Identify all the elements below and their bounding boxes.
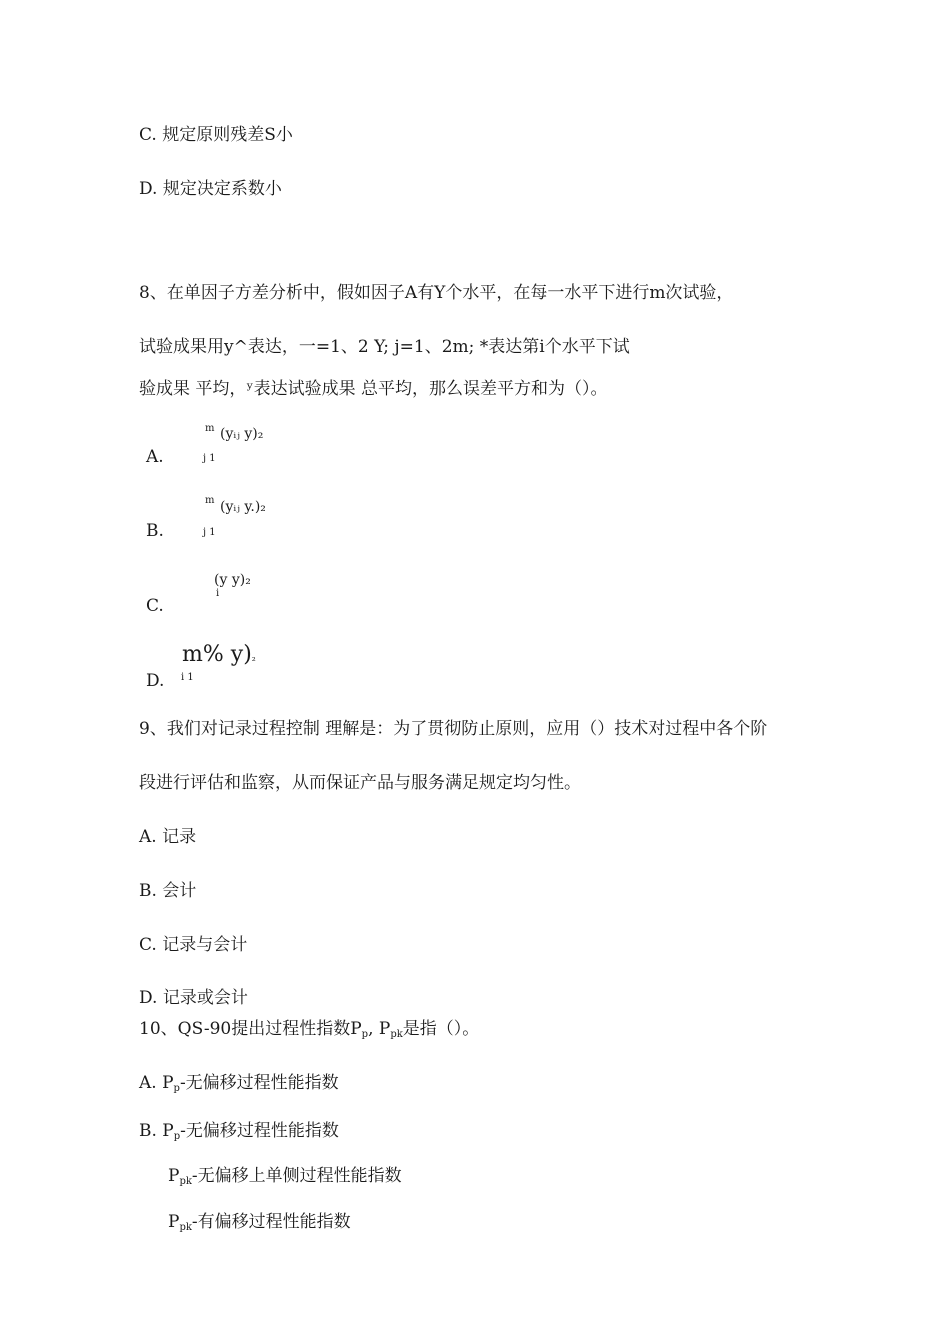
q8-option-a-sub: j 1	[203, 453, 216, 464]
q9-option-a: A. 记录	[139, 827, 197, 847]
q10-option-b-line2: $P_{pk}-$无偏移上单侧过程性能指数	[168, 1166, 402, 1187]
q10-option-b: B. $P_p-$无偏移过程性能指数	[139, 1121, 339, 1142]
q9-option-b: B. 会计	[139, 881, 197, 901]
q9-option-d: D. 记录或会计	[139, 988, 248, 1008]
q9-option-c: C. 记录与会计	[139, 935, 248, 955]
q8-option-d-label: D.	[146, 671, 165, 691]
q8-option-a-label: A.	[146, 447, 164, 467]
q10-option-a: A. $P_p-$无偏移过程性能指数	[139, 1073, 339, 1094]
q8-option-d-sub: i 1	[181, 672, 194, 683]
q7-option-c: C. 规定原则残差S小	[139, 125, 293, 145]
q8-option-c-label: C.	[146, 596, 164, 616]
q8-option-c-expr: (y y)₂	[214, 572, 251, 588]
q10-stem: 10、QS-90提出过程性指数$P_p$, $P_{pk}$是指（）。	[139, 1019, 480, 1040]
q8-option-a-sup: m	[205, 423, 215, 434]
q10-option-b-line3: $P_{pk}-$有偏移过程性能指数	[168, 1212, 351, 1233]
q8-option-b-sup: m	[205, 495, 215, 506]
q8-option-b-expr: (yᵢⱼ y.)₂	[220, 499, 266, 515]
q8-stem-line3: 验成果 平均，ʸ表达试验成果 总平均，那么误差平方和为（）。	[139, 379, 608, 399]
q8-stem-line2: 试验成果用y^表达，一=1、2 Y; j=1、2m; *表达第i个水平下试	[139, 337, 630, 357]
q8-option-b-sub: j 1	[203, 527, 216, 538]
q8-stem-line1: 8、在单因子方差分析中，假如因子A有Y个水平，在每一水平下进行m次试验，	[139, 283, 734, 303]
q7-option-d: D. 规定决定系数小	[139, 179, 282, 199]
q8-option-a-expr: (yᵢⱼ y)₂	[220, 426, 264, 442]
q9-stem-line2: 段进行评估和监察，从而保证产品与服务满足规定均匀性。	[139, 773, 581, 793]
q8-option-c-sub: i	[216, 588, 220, 599]
q8-option-b-label: B.	[146, 521, 164, 541]
q8-option-d-expr: m% y)₂	[182, 642, 256, 667]
q9-stem-line1: 9、我们对记录过程控制 理解是：为了贯彻防止原则，应用（）技术对过程中各个阶	[139, 719, 768, 739]
